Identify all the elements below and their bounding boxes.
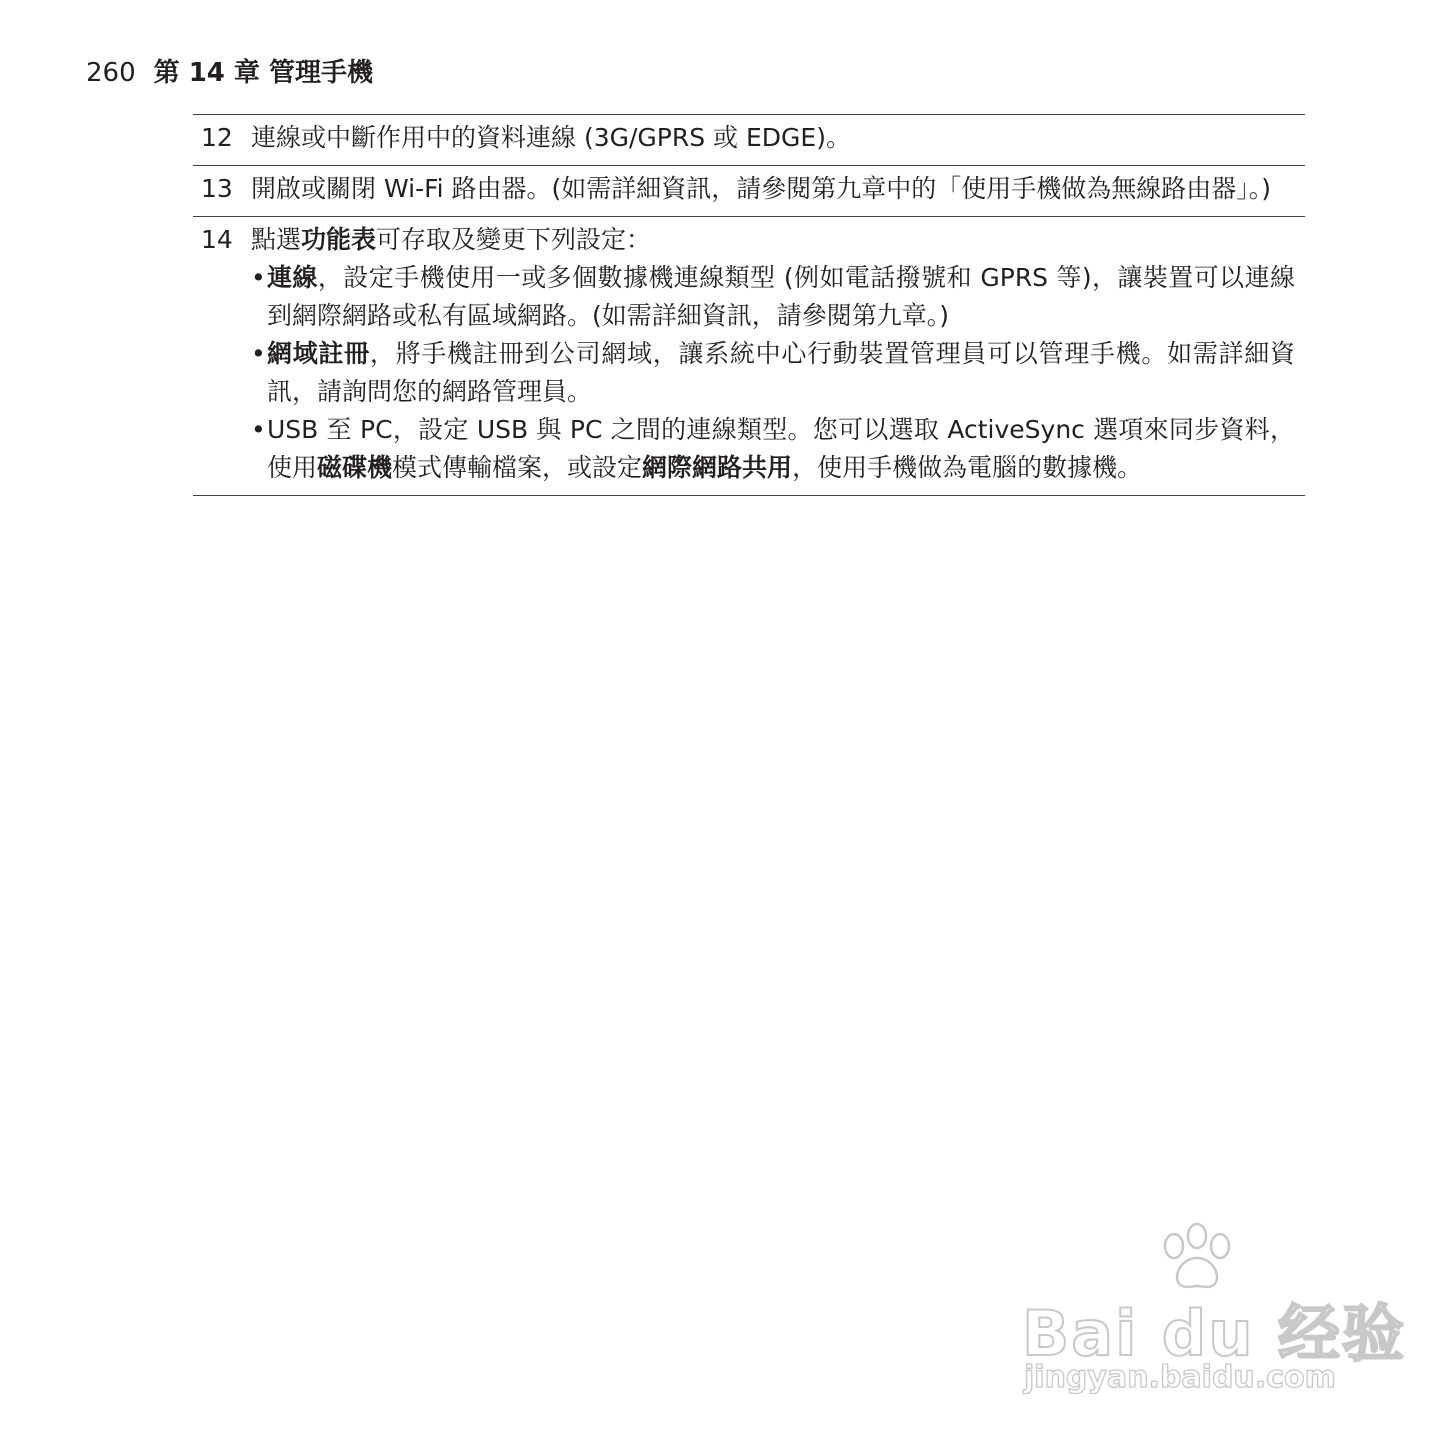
- step-row: [193, 115, 1305, 166]
- setting-term: 網域註冊: [267, 339, 370, 368]
- step-number: 14: [201, 225, 233, 254]
- settings-list: [251, 259, 1295, 487]
- chapter-title: 第 14 章 管理手機: [153, 58, 373, 88]
- step-row: [193, 166, 1305, 217]
- page-number: 260: [86, 58, 136, 88]
- setting-term: USB 至 PC: [267, 415, 393, 444]
- menu-term: 功能表: [301, 225, 377, 254]
- setting-description-cont: 模式傳輸檔案，或設定: [392, 453, 643, 482]
- step-number: 13: [201, 174, 233, 203]
- step-text: 開啟或關閉 Wi-Fi 路由器。(如需詳細資訊，請參閱第九章中的「使用手機做為無線路由器」。): [251, 174, 1272, 203]
- watermark-logo: Bai du 经验: [1022, 1297, 1407, 1370]
- bullet-glyph: •: [251, 339, 266, 368]
- list-item: [251, 411, 1295, 487]
- disk-drive-term: 磁碟機: [317, 453, 393, 482]
- watermark-url: jingyan.baidu.com: [1024, 1360, 1336, 1395]
- page-header: [86, 55, 373, 91]
- bullet-glyph: •: [251, 263, 266, 292]
- internet-sharing-term: 網際網路共用: [642, 453, 793, 482]
- setting-description: ，將手機註冊到公司網域，讓系統中心行動裝置管理員可以管理手機。如需詳細資訊，請詢問您的網路管理員。: [267, 339, 1295, 406]
- step-text: [251, 221, 1295, 259]
- setting-description: ，設定 USB 與 PC 之間的連線類型。您可以選取 ActiveSync 選項來同步資料，使用: [267, 415, 1296, 482]
- setting-description-end: ，使用手機做為電腦的數據機。: [792, 453, 1143, 482]
- setting-term: 連線: [267, 263, 318, 292]
- paw-icon: [1152, 1222, 1242, 1292]
- bullet-glyph: •: [251, 415, 266, 444]
- list-item: [251, 259, 1295, 335]
- step-intro-post: 可存取及變更下列設定：: [376, 225, 652, 254]
- step-number: 12: [201, 123, 233, 152]
- baidu-watermark: [1022, 1222, 1407, 1395]
- step-row: [193, 217, 1305, 496]
- step-intro-pre: 點選: [251, 225, 302, 254]
- list-item: [251, 335, 1295, 411]
- steps-table: [193, 114, 1305, 496]
- step-text: 連線或中斷作用中的資料連線 (3G/GPRS 或 EDGE)。: [251, 123, 851, 152]
- setting-description: ，設定手機使用一或多個數據機連線類型 (例如電話撥號和 GPRS 等)，讓裝置可以連線到網際網路或私有區域網路。(如需詳細資訊，請參閱第九章。): [267, 263, 1295, 330]
